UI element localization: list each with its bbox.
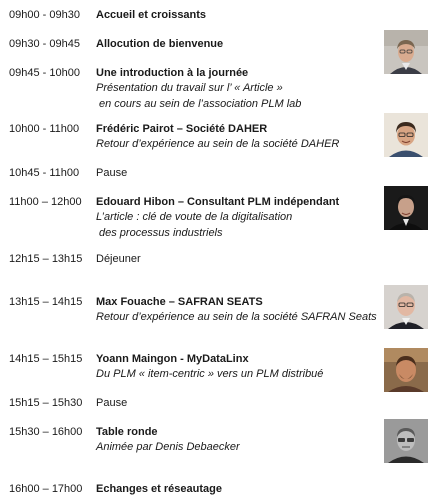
time-slot: 16h00 – 17h00 bbox=[9, 483, 83, 495]
session-title: Echanges et réseautage bbox=[96, 483, 222, 495]
time-slot: 14h15 – 15h15 bbox=[9, 353, 83, 365]
session-content bbox=[96, 122, 381, 152]
session-title: Allocution de bienvenue bbox=[96, 38, 224, 50]
speaker-photo bbox=[384, 419, 428, 463]
speaker-photo bbox=[384, 348, 428, 392]
session-title: Yoann Maingon - MyDataLinx bbox=[96, 353, 249, 365]
speaker-photo bbox=[384, 30, 428, 74]
session-content bbox=[96, 8, 381, 22]
session-title: Frédéric Pairot – Société DAHER bbox=[96, 123, 268, 135]
time-slot: 10h00 - 11h00 bbox=[9, 123, 80, 135]
session-title: Déjeuner bbox=[96, 253, 141, 265]
time-slot: 13h15 – 14h15 bbox=[9, 296, 83, 308]
session-description: Animée par Denis Debaecker bbox=[96, 441, 240, 453]
time-slot: 15h15 – 15h30 bbox=[9, 397, 83, 409]
speaker-photo bbox=[384, 285, 428, 329]
session-content bbox=[96, 195, 381, 241]
session-description: Présentation du travail sur l’ « Article » bbox=[96, 82, 283, 94]
session-description: Retour d’expérience au sein de la société SAFRAN Seats bbox=[96, 311, 377, 323]
time-slot: 09h30 - 09h45 bbox=[9, 38, 80, 50]
session-content bbox=[96, 396, 381, 410]
session-title: Pause bbox=[96, 397, 128, 409]
time-slot: 09h45 - 10h00 bbox=[9, 67, 80, 79]
session-content bbox=[96, 252, 381, 266]
session-content bbox=[96, 37, 381, 51]
speaker-photo bbox=[384, 186, 428, 230]
time-slot: 12h15 – 13h15 bbox=[9, 253, 83, 265]
session-description: Du PLM « item-centric » vers un PLM distribué bbox=[96, 368, 324, 380]
session-content bbox=[96, 166, 381, 180]
session-content bbox=[96, 482, 381, 496]
session-title: Accueil et croissants bbox=[96, 9, 207, 21]
session-title: Max Fouache – SAFRAN SEATS bbox=[96, 296, 263, 308]
session-description: L’article : clé de voute de la digitalisation bbox=[96, 211, 293, 223]
time-slot: 15h30 – 16h00 bbox=[9, 426, 83, 438]
session-description: Retour d’expérience au sein de la société DAHER bbox=[96, 138, 340, 150]
session-title: Edouard Hibon – Consultant PLM indépendant bbox=[96, 196, 340, 208]
time-slot: 09h00 - 09h30 bbox=[9, 9, 80, 21]
session-title: Une introduction à la journée bbox=[96, 67, 249, 79]
speaker-photo bbox=[384, 113, 428, 157]
time-slot: 11h00 – 12h00 bbox=[9, 196, 82, 208]
session-content bbox=[96, 425, 381, 455]
session-content bbox=[96, 66, 381, 112]
session-title: Table ronde bbox=[96, 426, 158, 438]
session-description: des processus industriels bbox=[99, 227, 223, 239]
time-slot: 10h45 - 11h00 bbox=[9, 167, 80, 179]
session-content bbox=[96, 295, 381, 325]
session-content bbox=[96, 352, 381, 382]
session-description: en cours au sein de l’association PLM lab bbox=[99, 98, 302, 110]
session-title: Pause bbox=[96, 167, 128, 179]
